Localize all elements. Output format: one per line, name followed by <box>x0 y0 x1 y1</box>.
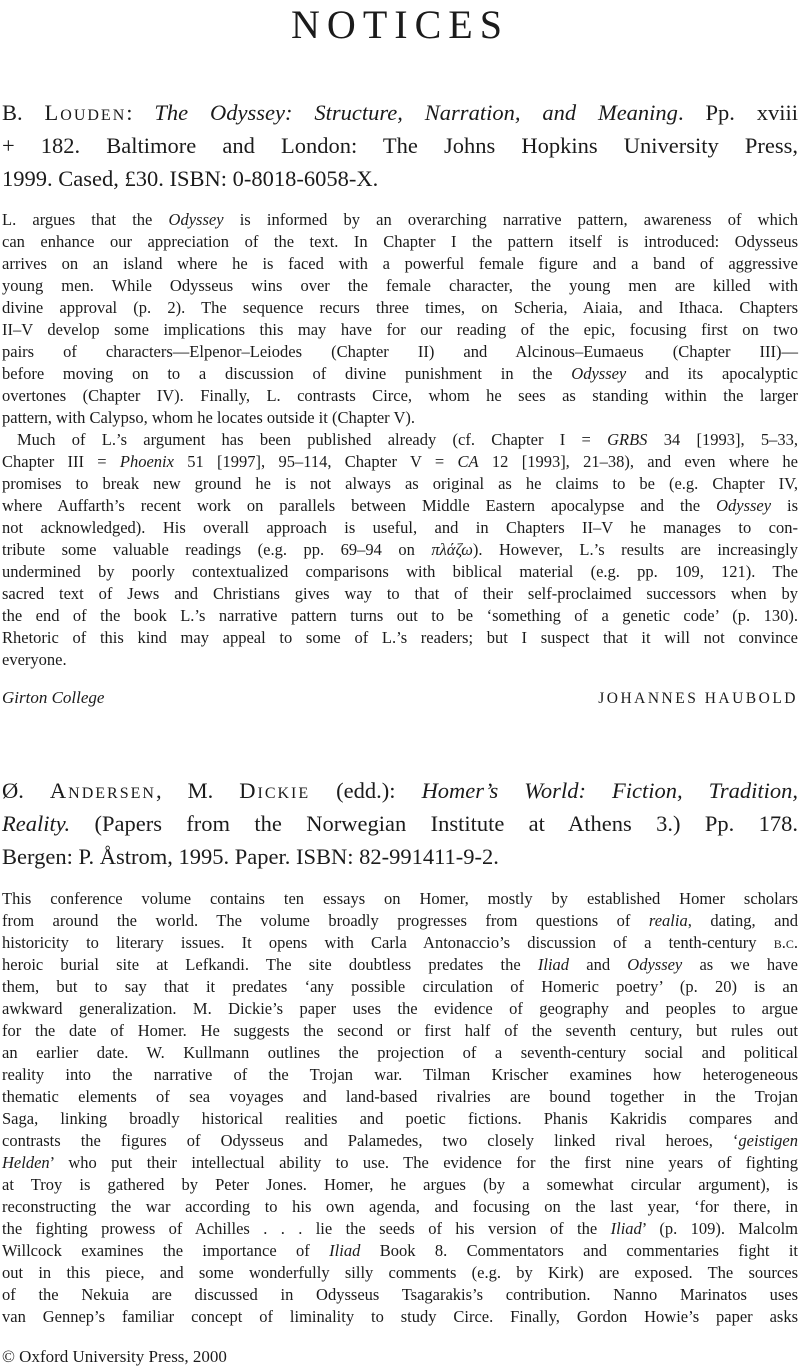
plain-text: the end of the book L.’s narrative pattern turns out to be ‘something of a genetic code’ (p. 130). <box>2 606 798 625</box>
plain-text: Bergen: P. Åstrom, 1995. Paper. ISBN: 82-991411-9-2. <box>2 844 499 869</box>
text-line <box>2 1262 798 1284</box>
plain-text: before moving on to a discussion of divine punishment in the <box>2 364 572 383</box>
text-line <box>2 1218 798 1240</box>
plain-text: Saga, linking broadly historical realities and poetic fictions. Phanis Kakridis compares and <box>2 1109 798 1128</box>
plain-text: promises to break new ground he is not always as original as he claims to be (e.g. Chapter IV, <box>2 474 798 493</box>
italic-text: Odyssey <box>168 210 224 229</box>
plain-text: pairs of characters—Elpenor–Leiodes (Chapter II) and Alcinous–Eumaeus (Chapter III)— <box>2 342 798 361</box>
italic-text: Iliad <box>537 955 570 974</box>
italic-text: realia <box>648 911 688 930</box>
plain-text: can enhance our appreciation of the text. In Chapter I the pattern itself is introduced: Odysseus <box>2 232 798 251</box>
plain-text: tribute some valuable readings (e.g. pp. 69–94 on <box>2 540 432 559</box>
plain-text: not acknowledged). His overall approach is useful, and in Chapters II–V he manages to con- <box>2 518 798 537</box>
text-line <box>2 627 798 649</box>
review-body <box>2 888 798 1328</box>
text-line <box>2 275 798 297</box>
text-line <box>2 363 798 385</box>
text-line <box>2 1306 798 1328</box>
italic-text: Iliad <box>329 1241 361 1260</box>
italic-text: Reality. <box>2 811 71 836</box>
smallcaps-text: b.c. <box>773 933 798 952</box>
text-line <box>2 429 798 451</box>
plain-text: 12 [1993], 21–38), and even where he <box>478 452 798 471</box>
text-line <box>2 1284 798 1306</box>
reviewer-name: JOHANNES HAUBOLD <box>598 690 798 707</box>
italic-text: Iliad <box>610 1219 642 1238</box>
book-heading-louden <box>2 96 798 195</box>
text-line <box>2 341 798 363</box>
plain-text: is informed by an overarching narrative pattern, awareness of which <box>223 210 798 229</box>
text-line <box>2 231 798 253</box>
smallcaps-text: Andersen <box>49 778 156 803</box>
plain-text: sacred text of Jews and Christians gives way to that of their self-proclaimed successors when by <box>2 584 798 603</box>
text-line <box>2 932 798 954</box>
italic-text: Odyssey <box>571 364 627 383</box>
plain-text: is <box>771 496 798 515</box>
plain-text: 51 [1997], 95–114, Chapter V = <box>173 452 458 471</box>
plain-text: overtones (Chapter IV). Finally, L. contrasts Circe, whom he sees as standing within the larger <box>2 386 798 405</box>
notices-page <box>0 2 800 1369</box>
plain-text: young men. While Odysseus wins over the female character, the young men are killed with <box>2 276 798 295</box>
plain-text: out in this piece, and some wonderfully silly comments (e.g. by Kirk) are exposed. The sources <box>2 1263 798 1282</box>
plain-text: (Papers from the Norwegian Institute at Athens 3.) Pp. 178. <box>70 811 798 836</box>
plain-text: thematic elements of sea voyages and land-based rivalries are bound together in the Trojan <box>2 1087 798 1106</box>
text-line <box>2 385 798 407</box>
text-line <box>2 473 798 495</box>
plain-text: 34 [1993], 5–33, <box>647 430 798 449</box>
text-line <box>2 129 798 162</box>
plain-text: awkward generalization. M. Dickie’s paper uses the evidence of geography and peoples to argue <box>2 999 798 1018</box>
text-line <box>2 539 798 561</box>
plain-text: II–V develop some implications this may have for our reading of the epic, focusing first on two <box>2 320 798 339</box>
text-line <box>2 976 798 998</box>
review-paragraph <box>2 209 798 429</box>
plain-text: Book 8. Commentators and commentaries fight it <box>360 1241 798 1260</box>
text-line <box>2 1108 798 1130</box>
text-line <box>2 1130 798 1152</box>
text-line <box>2 561 798 583</box>
plain-text: for the date of Homer. He suggests the second or first half of the seventh century, but rules out <box>2 1021 798 1040</box>
plain-text: Much of L.’s argument has been published already (cf. Chapter I = <box>17 430 608 449</box>
text-line <box>2 605 798 627</box>
text-line <box>2 297 798 319</box>
plain-text: of the Nekuia are discussed in Odysseus Tsagarakis’s contribution. Nanno Marinatos uses <box>2 1285 798 1304</box>
italic-text: Homer’s World: Fiction, Tradition, <box>421 778 798 803</box>
text-line <box>2 96 798 129</box>
text-line <box>2 583 798 605</box>
plain-text: 1999. Cased, £30. ISBN: 0-8018-6058-X. <box>2 166 379 191</box>
plain-text: This conference volume contains ten essays on Homer, mostly by established Homer scholars <box>2 889 798 908</box>
text-line <box>2 807 798 840</box>
page-title: NOTICES <box>291 2 509 47</box>
plain-text: , dating, and <box>687 911 798 930</box>
text-line <box>2 1020 798 1042</box>
text-line <box>2 1042 798 1064</box>
plain-text: as we have <box>682 955 798 974</box>
text-line <box>2 162 798 195</box>
plain-text: contrasts the figures of Odysseus and Palamedes, two closely linked rival heroes, ‘ <box>2 1131 739 1150</box>
plain-text: at Troy is gathered by Peter Jones. Homer, he argues (by a somewhat circular argument), is <box>2 1175 798 1194</box>
signature-block <box>2 687 798 710</box>
plain-text: L. argues that the <box>2 210 169 229</box>
text-line <box>2 1152 798 1174</box>
plain-text: Rhetoric of this kind may appeal to some of L.’s readers; but I suspect that it will not convince <box>2 628 798 647</box>
plain-text: heroic burial site at Lefkandi. The site doubtless predates the <box>2 955 538 974</box>
text-line <box>2 1196 798 1218</box>
review-paragraph <box>2 888 798 1328</box>
italic-text: πλάζω <box>431 540 473 559</box>
text-line <box>2 495 798 517</box>
plain-text: reconstructing the war according to his own agenda, and focusing on the last year, ‘for there, in <box>2 1197 798 1216</box>
review-body <box>2 209 798 671</box>
italic-text: GRBS <box>607 430 648 449</box>
plain-text: the fighting prowess of Achilles . . . lie the seeds of his version of the <box>2 1219 611 1238</box>
plain-text: undermined by poorly contextualized comparisons with biblical material (e.g. pp. 109, 121). The <box>2 562 798 581</box>
text-line <box>2 1240 798 1262</box>
text-line <box>2 209 798 231</box>
plain-text: them, but to say that it predates ‘any possible circulation of Homeric poetry’ (p. 20) is an <box>2 977 798 996</box>
italic-text: Odyssey <box>627 955 683 974</box>
smallcaps-text: Dickie <box>239 778 311 803</box>
text-line <box>2 319 798 341</box>
text-line <box>2 1174 798 1196</box>
text-line <box>2 517 798 539</box>
text-line <box>2 253 798 275</box>
plain-text: , M. <box>155 778 240 803</box>
smallcaps-text: Louden <box>44 100 127 125</box>
italic-text: Phoenix <box>119 452 174 471</box>
italic-text: The Odyssey: Structure, Narration, and Meaning <box>154 100 678 125</box>
plain-text: B. <box>2 100 45 125</box>
plain-text: Ø. <box>2 778 50 803</box>
plain-text: and its apocalyptic <box>626 364 798 383</box>
plain-text: Willcock examines the importance of <box>2 1241 330 1260</box>
italic-text: geistigen <box>738 1131 798 1150</box>
review-paragraph <box>2 429 798 671</box>
text-line <box>2 1064 798 1086</box>
plain-text: and <box>569 955 628 974</box>
italic-text: CA <box>457 452 479 471</box>
book-heading-andersen-dickie <box>2 774 798 873</box>
review-andersen-dickie <box>2 774 798 1328</box>
plain-text: ’ who put their intellectual ability to use. The evidence for the first nine years of fighting <box>49 1153 798 1172</box>
italic-text: Helden <box>2 1153 50 1172</box>
plain-text: . Pp. xviii <box>677 100 798 125</box>
plain-text: van Gennep’s familiar concept of liminality to study Circe. Finally, Gordon Howie’s paper asks <box>2 1307 798 1326</box>
text-line <box>2 840 798 873</box>
text-line <box>2 774 798 807</box>
plain-text: : <box>126 100 155 125</box>
text-line <box>2 954 798 976</box>
text-line <box>2 407 798 429</box>
plain-text: pattern, with Calypso, whom he locates outside it (Chapter V). <box>2 408 416 427</box>
plain-text: arrives on an island where he is faced with a powerful female figure and a band of aggressive <box>2 254 798 273</box>
copyright-notice: © Oxford University Press, 2000 <box>2 1347 227 1366</box>
plain-text: an earlier date. W. Kullmann outlines the projection of a seventh-century social and political <box>2 1043 798 1062</box>
italic-text: Odyssey <box>716 496 772 515</box>
text-line <box>2 451 798 473</box>
plain-text: Chapter III = <box>2 452 120 471</box>
text-line <box>2 649 798 671</box>
review-louden <box>2 96 798 710</box>
reviewer-affiliation: Girton College <box>2 688 105 707</box>
text-line <box>2 888 798 910</box>
plain-text: ). However, L.’s results are increasingly <box>472 540 798 559</box>
plain-text: + 182. Baltimore and London: The Johns Hopkins University Press, <box>2 133 798 158</box>
text-line <box>2 1086 798 1108</box>
plain-text: from around the world. The volume broadly progresses from questions of <box>2 911 649 930</box>
plain-text: historicity to literary issues. It opens with Carla Antonaccio’s discussion of a tenth-century <box>2 933 774 952</box>
plain-text: divine approval (p. 2). The sequence recurs three times, on Scheria, Aiaia, and Ithaca. Chapters <box>2 298 798 317</box>
text-line <box>2 998 798 1020</box>
plain-text: everyone. <box>2 650 67 669</box>
text-line <box>2 910 798 932</box>
plain-text: (edd.): <box>310 778 422 803</box>
plain-text: ’ (p. 109). Malcolm <box>641 1219 798 1238</box>
plain-text: reality into the narrative of the Trojan war. Tilman Krischer examines how heterogeneous <box>2 1065 798 1084</box>
plain-text: where Auffarth’s recent work on parallels between Middle Eastern apocalypse and the <box>2 496 717 515</box>
